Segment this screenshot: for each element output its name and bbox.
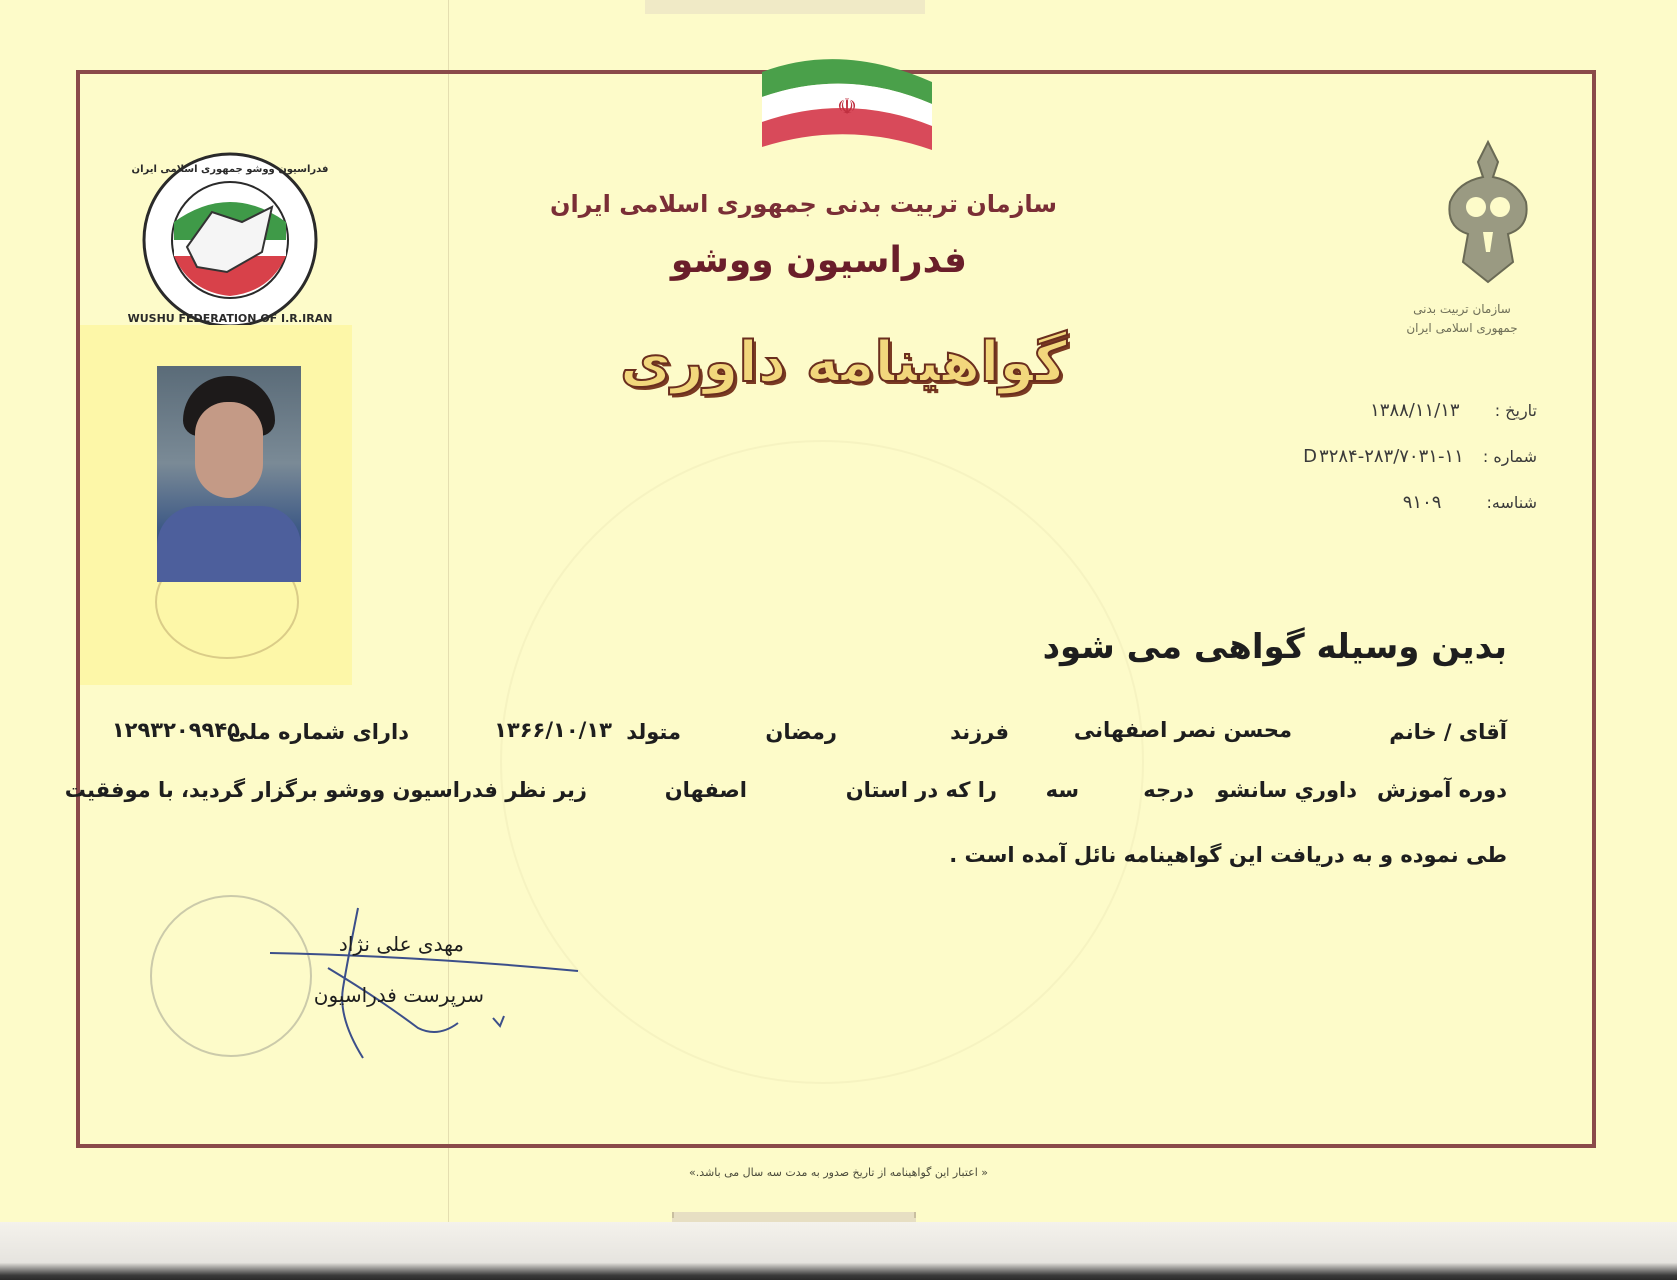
province: اصفهان <box>664 778 747 802</box>
national-id-label: دارای شماره ملی <box>227 720 409 744</box>
l1-born: متولد <box>626 720 681 744</box>
certificate-title: گواهینامه داوری <box>620 330 1067 395</box>
signatory-name: مهدی علی نژاد <box>338 932 464 956</box>
validity-note: « اعتبار این گواهینامه از تاریخ صدور به مدت سه سال می باشد.» <box>689 1166 988 1179</box>
l2-province-label: را که در استان <box>845 778 997 802</box>
number-row <box>1303 446 1537 467</box>
sports-org-line1: سازمان تربیت بدنی <box>1413 302 1511 316</box>
svg-text:WUSHU FEDERATION OF I.R.IRAN: WUSHU FEDERATION OF I.R.IRAN <box>127 312 333 325</box>
sports-org-line2: جمهوری اسلامی ایران <box>1406 321 1518 335</box>
l2-course: دوره آموزش <box>1376 778 1507 802</box>
date-row <box>1370 400 1537 421</box>
number-value: D۳۲۸۴-۲۸۳/۷۰۳۱-۱۱ <box>1303 446 1464 467</box>
certification-heading: بدین وسیله گواهی می شود <box>1042 627 1507 667</box>
l2-grade-label: درجه <box>1143 778 1194 802</box>
birth-date: ۱۳۶۶/۱۰/۱۳ <box>494 718 612 742</box>
sports-organization-logo <box>1438 142 1538 292</box>
l2-rest: زیر نظر فدراسیون ووشو برگزار گردید، با موفقیت <box>64 778 587 802</box>
national-id: ۱۲۹۳۲۰۹۹۴۵ <box>111 718 240 742</box>
l1-title: آقای / خانم <box>1389 720 1507 744</box>
svg-text:☫: ☫ <box>837 95 857 120</box>
id-label: شناسه: <box>1486 493 1537 512</box>
date-value: ۱۳۸۸/۱۱/۱۳ <box>1370 400 1460 421</box>
course-name: داوري سانشو <box>1216 778 1357 802</box>
federation-name: فدراسیون ووشو <box>670 240 967 281</box>
l3: طی نموده و به دریافت این گواهینامه نائل آمده است . <box>949 843 1507 867</box>
signatory-position: سرپرست فدراسیون <box>313 983 484 1007</box>
holder-photo <box>157 366 301 582</box>
id-row <box>1403 492 1537 513</box>
number-label: شماره : <box>1482 447 1537 466</box>
grade: سه <box>1045 778 1079 802</box>
watermark-seal <box>500 440 1144 1084</box>
wushu-federation-logo <box>127 152 333 328</box>
date-label: تاریخ : <box>1494 401 1537 420</box>
iran-flag-emblem <box>752 42 942 167</box>
scan-edge-shadow <box>0 1222 1677 1280</box>
father-name: رمضان <box>765 720 837 744</box>
tape-top <box>645 0 925 14</box>
l1-child: فرزند <box>950 720 1009 744</box>
id-value: ۹۱۰۹ <box>1402 492 1442 513</box>
sports-organization-caption <box>1387 300 1537 338</box>
holder-name: محسن نصر اصفهانی <box>1073 718 1292 742</box>
svg-text:فدراسیون ووشو جمهوری اسلامی ای: فدراسیون ووشو جمهوری اسلامی ایران <box>131 164 329 175</box>
organization-name: سازمان تربیت بدنی جمهوری اسلامی ایران <box>549 190 1057 218</box>
